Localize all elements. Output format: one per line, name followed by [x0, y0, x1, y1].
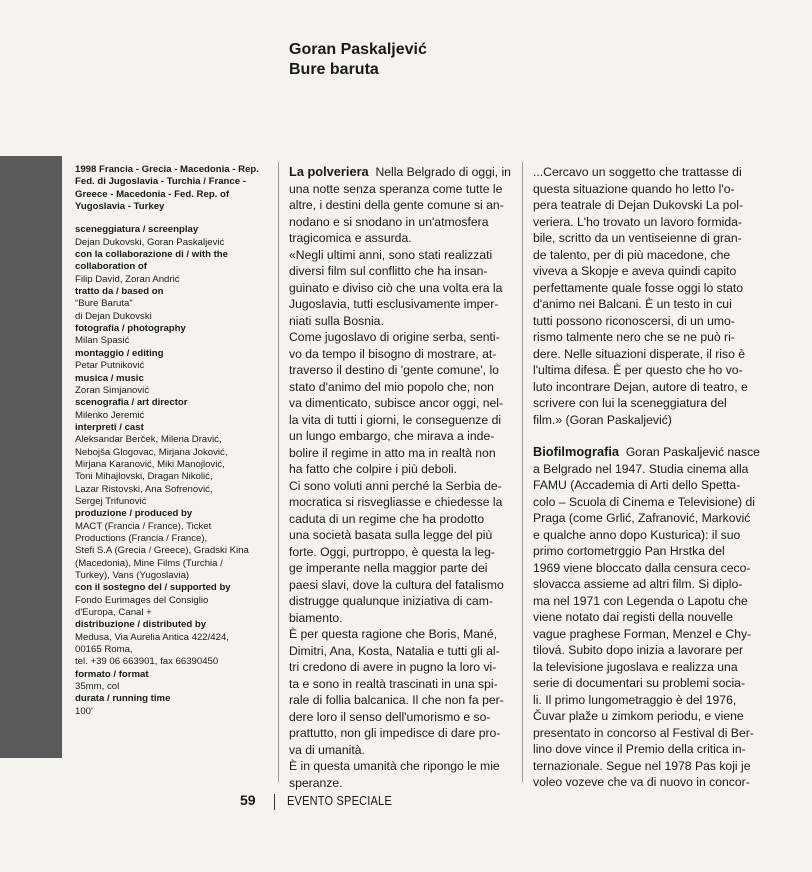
page-header	[289, 40, 427, 80]
credit-role: produzione / produced by	[75, 508, 193, 520]
credit-value: Petar Putniković	[75, 360, 145, 372]
text-line: diversi film sul conflitto che ha insan-	[289, 264, 488, 278]
credit-role: distribuzione / distributed by	[75, 619, 207, 631]
text-line: ge imperante nella maggior parte dei	[289, 561, 488, 575]
text-line: de talento, per di più macedone, che	[533, 247, 731, 262]
text-line: viene notato dai registi della nouvelle	[533, 610, 733, 624]
text-line: rale di follia balcanica. Il che non fa per-	[289, 693, 504, 707]
text-line: e qualche anno dopo Kusturica): il suo	[533, 527, 741, 542]
text-line: questa situazione quando ho letto l'o-	[533, 181, 735, 196]
text-line: ternazionale. Segue nel 1978 Pas koji je	[533, 758, 751, 773]
text-line: d'animo nei Balcani. È un testo in cui	[533, 297, 732, 311]
text-line: una società basata sulla legge del più	[289, 528, 493, 542]
credit-value: Turkey), Vans (Yugoslavia)	[75, 570, 190, 581]
text-line: ...Cercavo un soggetto che trattasse di	[533, 165, 742, 179]
text-line: li. Il primo lungometraggio è del 1976,	[533, 692, 737, 707]
credit-value: Aleksandar Berček, Milena Dravić,	[75, 434, 222, 446]
text-line: lino dove vince il Premio della critica in-	[533, 742, 746, 756]
credit-role: con il sostegno del / supported by	[75, 582, 231, 594]
page-number: 59	[240, 792, 256, 808]
credit-lines	[75, 224, 275, 718]
credit-value: Toni Mihajlovski, Dragan Nikolić,	[75, 471, 213, 483]
credit-value: Mirjana Karanović, Miki Manojlović,	[75, 458, 225, 470]
text-line: perfettamente quale fosse oggi lo stato	[533, 280, 744, 295]
text-line: «Negli ultimi anni, sono stati realizzati	[289, 247, 493, 262]
text-line: serie di documentari su problemi sociа-	[533, 676, 746, 690]
text-line: È in questa umanità che ripongo le mie	[289, 759, 500, 773]
text-line: la vita di tutti i giorni, le conseguenze di	[289, 412, 502, 427]
text-line: nodano e si snodano in un'atmosfera	[289, 214, 489, 229]
credit-value: “Bure Baruta”	[75, 298, 133, 310]
section-heading: Biofilmografia	[533, 444, 620, 459]
text-line: voleo vozeve che va di nuovo in concor-	[533, 775, 750, 789]
credit-value: Sergej Trifunović	[75, 495, 147, 507]
text-line: ha fatto che colpire i più deboli.	[289, 462, 458, 476]
credit-role: fotografia / photography	[75, 323, 186, 335]
credit-value: Dejan Dukovski, Goran Paskaljević	[75, 236, 225, 248]
column-divider	[522, 162, 523, 782]
credit-value: MACT (Francia / France), Ticket	[75, 520, 212, 532]
text-line: 1969 viene bloccato dalla censura ceco-	[533, 560, 751, 575]
text-line: distrugge qualunque iniziativa di cam-	[289, 594, 493, 608]
text-line: niati sulla Bosnia.	[289, 313, 384, 328]
text-line: Ci sono voluti anni perché la Serbia de-	[289, 478, 502, 493]
text-line: scrivere con lui la sceneggiatura del	[533, 396, 727, 410]
text-line: veriera. L'ho trovato un lavoro formida-	[533, 214, 742, 229]
credit-role: musica / music	[75, 372, 144, 384]
credit-value: d'Europa, Canal +	[75, 607, 152, 619]
synopsis-column	[289, 164, 511, 791]
text-line: viveva a Skopje e aveva quindi capito	[533, 264, 737, 278]
credit-role: tratto da / based on	[75, 286, 164, 298]
text-line: dere. Nelle situazioni disperate, il riso è	[533, 346, 746, 361]
text-line: film.» (Goran Paskaljević)	[533, 412, 672, 427]
text-line: guinato e diviso ciò che una volta era la	[289, 280, 503, 295]
text-line: Biofilmografia Goran Paskaljević nasce	[533, 444, 760, 459]
text-line: Dimitri, Ana, Kosta, Natalia e tutti gli al-	[289, 643, 500, 658]
credit-value: (Macedonia), Mine Films (Turchia /	[75, 557, 223, 569]
credit-role: montaggio / editing	[75, 347, 164, 359]
credit-value: 100'	[75, 705, 93, 717]
credit-role: scenografia / art director	[75, 397, 188, 409]
credit-role: interpreti / cast	[75, 421, 144, 433]
credit-value: Milan Spasić	[75, 335, 130, 347]
text-line: pera teatrale di Dejan Dukovski La pol-	[533, 198, 744, 212]
text-line: slovacca assieme ad altri film. Si diplo-	[533, 577, 743, 591]
author-name: Goran Paskaljević	[289, 41, 427, 58]
credit-value: di Dejan Dukovski	[75, 310, 152, 322]
text-line: caduta di un regime che ha prodotto	[289, 511, 485, 526]
text-line: Jugoslavia, tutti esclusivamente imper-	[289, 297, 499, 311]
text-line: ma nel 1971 con Legenda o Lapotu che	[533, 593, 748, 608]
text-line: dere loro il senso dell'umorismo e so-	[289, 709, 491, 724]
text-line: tutti possono riconoscersi, di un umo-	[533, 313, 735, 328]
credit-role: con la collaborazione di / with the	[75, 249, 228, 261]
credit-value: 00165 Roma,	[75, 644, 133, 656]
text-line: luto incontrare Dejan, autore di teatro, e	[533, 379, 748, 394]
text-line: tragicomica e assurda.	[289, 231, 412, 245]
credit-value: Filip David, Zoran Andrić	[75, 273, 180, 285]
credit-role: formato / format	[75, 668, 149, 680]
text-line: bile, scritto da un ventiseienne di gran-	[533, 231, 742, 245]
text-line: speranze.	[289, 775, 343, 790]
credit-value: Lazar Ristovski, Ana Sofrenović,	[75, 483, 213, 495]
text-line: paesi slavi, dove la cultura del fatalismo	[289, 577, 504, 592]
text-line: tilová. Subito dopo inizia a lavorare per	[533, 643, 744, 657]
text-line: una notte senza speranza come tutte le	[289, 181, 503, 196]
text-line: prattutto, non gli impedisce di dare pro-	[289, 726, 501, 740]
text-line: tri credono di avere in pugno la loro vi-	[289, 660, 497, 674]
text-line: un lungo embargo, che mirava a inde-	[289, 429, 495, 443]
credit-value: Productions (Francia / France),	[75, 532, 208, 544]
text-line: colo – Scuola di Cinema e Televisione) di	[533, 494, 755, 509]
footer-divider	[274, 794, 275, 810]
text-line: la televisione jugoslava e realizza una	[533, 659, 738, 674]
text-line: mocratica si risvegliasse e chiedesse la	[289, 495, 503, 509]
text-line: bolire il regime in atto ma in realtà non	[289, 445, 496, 460]
text-line: forte. Oggi, purtroppo, è questa la leg-	[289, 544, 495, 559]
text-line: ta e sono in realtà trascinati in una spi-	[289, 676, 498, 691]
credit-value: tel. +39 06 663901, fax 66390450	[75, 656, 219, 668]
text-line: rismo talmente nero che se ne può ri-	[533, 330, 735, 344]
text-line: presentato in concorso al Festival di Ber-	[533, 725, 754, 740]
text-line: stato d'animo del mio popolo che, non	[289, 379, 494, 394]
text-line: È per questa ragione che Boris, Mané,	[289, 627, 497, 641]
credit-value: 35mm, col	[75, 681, 120, 693]
text-line: Čuvar plaže u zimkom periodu, e viene	[533, 709, 744, 723]
text-line: l'ultima difesa. È per questo che ho vo-	[533, 363, 743, 377]
column-divider	[278, 162, 279, 782]
text-line: Praga (come Grlić, Zafranović, Marković	[533, 511, 751, 525]
text-line: a Belgrado nel 1947. Studia cinema alla	[533, 461, 749, 476]
biography-column	[533, 164, 786, 791]
credit-value: Milenko Jeremić	[75, 409, 145, 421]
credit-role: sceneggiatura / screenplay	[75, 224, 199, 236]
text-line: va di umanità.	[289, 742, 365, 757]
text-line: traverso il destino di 'gente comune', lo	[289, 363, 499, 377]
text-line: FAMU (Accademia di Arti dello Spetta-	[533, 478, 741, 492]
credit-value: Nebojša Glogovac, Mirjana Joković,	[75, 446, 228, 458]
credit-value: Medusa, Via Aurelia Antica 422/424,	[75, 631, 229, 643]
text-line: altre, i destini della gente comune si an-	[289, 198, 504, 212]
text-line: va dimenticato, subisce ancor oggi, nel-	[289, 396, 504, 410]
credit-role: collaboration of	[75, 261, 147, 273]
section-heading: La polveriera	[289, 164, 369, 179]
text-line: Come jugoslavo di origine serba, senti-	[289, 330, 500, 344]
credit-value: Stefi S.A (Grecia / Greece), Gradski Kina	[75, 545, 249, 557]
film-title: Bure baruta	[289, 61, 379, 78]
section-label: EVENTO SPECIALE	[287, 793, 392, 808]
text-line: biamento.	[289, 610, 343, 625]
credit-role: durata / running time	[75, 693, 171, 705]
sidebar-gray-band	[0, 156, 62, 758]
credits-lead: 1998 Francia - Grecia - Macedonia - Rep. Fed. di Jugoslavia - Turchia / France - Greece - Macedonia - Fed. Rep. of Yugoslavia - Turkey	[75, 164, 259, 213]
credit-value: Fondo Eurimages del Consiglio	[75, 594, 209, 606]
credits-column	[75, 164, 275, 718]
credit-value: Zoran Simjanović	[75, 384, 150, 396]
text-line: La polveriera Nella Belgrado di oggi, in	[289, 164, 511, 179]
text-line: vo da tempo il bisogno di mostrare, at-	[289, 346, 497, 361]
text-line: primo cortometrggio Pan Hrstka del	[533, 544, 725, 558]
text-line: vague praghese Forman, Menzel e Chy-	[533, 626, 752, 641]
